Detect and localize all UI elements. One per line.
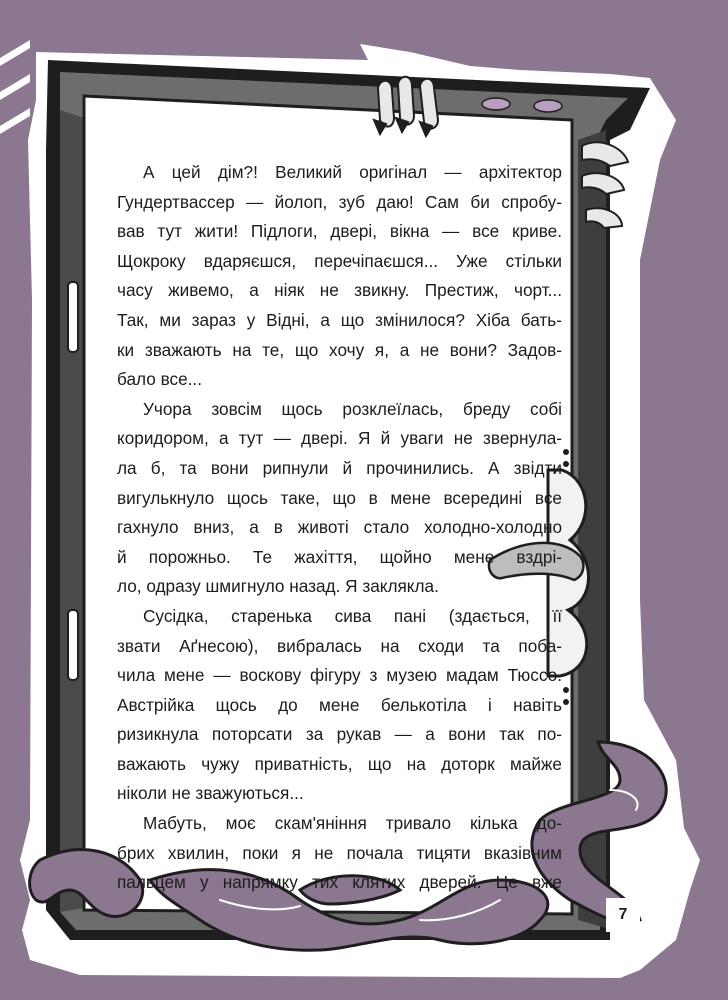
text-line: А цей дім?! Великий оригінал — архітектор xyxy=(143,162,562,182)
text-line: Так, ми зараз у Відні, а що змінилося? Хіба бать- xyxy=(117,309,562,330)
text-line: ніколи не зважуються... xyxy=(117,783,304,804)
text-line: гахнуло вниз, а в животі стало холодно-холодно xyxy=(117,517,562,538)
text-line: Гундертвассер — йолоп, зуб даю! Сам би спробу- xyxy=(117,191,562,212)
text-line: звати Аґнесою), вибралась на сходи та поба- xyxy=(117,635,562,656)
text-line: ки зважають на те, що хочу я, а не вони? Задов- xyxy=(117,339,562,360)
text-line: бало все... xyxy=(117,369,202,390)
text-line: ло, одразу шмигнуло назад. Я заклякла. xyxy=(117,576,439,597)
text-line: пальцем у напрямку тих клятих дверей. Це вже xyxy=(117,872,562,893)
story-text xyxy=(117,158,562,898)
text-line: важають чужу приватність, що на доторк майже xyxy=(117,753,562,774)
text-line: брих хвилин, поки я не почала тицяти вказівним xyxy=(117,842,562,863)
decorative-stripes xyxy=(0,40,30,134)
text-line: й порожньо. Те жахіття, щойно мене вздрі- xyxy=(117,546,562,567)
monster-claws-top xyxy=(374,77,438,136)
text-line: Мабуть, моє скам'яніння тривало кілька до- xyxy=(143,813,562,834)
text-line: чила мене — воскову фігуру з музею мадам Тюссо. xyxy=(117,665,562,686)
text-line: вигулькнуло щось таке, що в мене всередині все xyxy=(117,487,562,508)
paragraph-4 xyxy=(117,809,562,898)
paragraph-1 xyxy=(117,158,562,395)
text-line: коридором, а тут — двері. Я й уваги не звернула- xyxy=(117,428,562,449)
text-line: Щокроку вдаряєшся, перечіпаєшся... Уже стільки xyxy=(117,250,562,271)
text-line: ла б, та вони рипнули й прочинились. А звідти xyxy=(117,457,562,478)
page-number: 7 xyxy=(618,906,628,923)
text-line: Сусідка, старенька сива пані (здається, її xyxy=(143,605,562,626)
paragraph-2 xyxy=(117,395,562,602)
door-frame-left-shade xyxy=(60,110,84,912)
text-line: ризикнула поторсати за рукав — а вони так по- xyxy=(117,724,562,745)
text-line: Австрійка щось до мене белькотіла і навіть xyxy=(117,694,562,715)
text-line: часу живемо, а ніяк не звикну. Престиж, чорт... xyxy=(117,280,562,301)
text-line: Учора зовсім щось розклеїлась, бреду собі xyxy=(143,398,562,419)
text-line: вав тут жити! Підлоги, двері, вікна — все криве. xyxy=(117,221,562,242)
paragraph-3 xyxy=(117,602,562,809)
